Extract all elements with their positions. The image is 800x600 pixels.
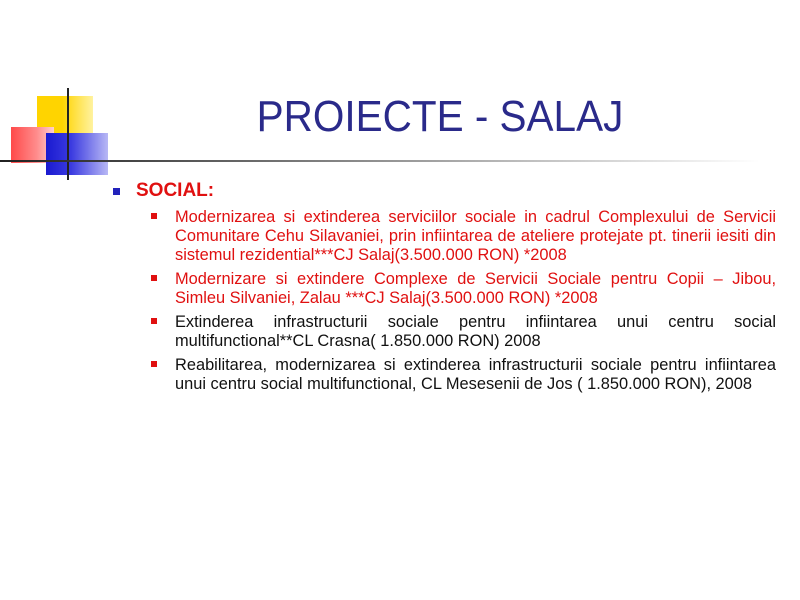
slide-content: [111, 180, 776, 399]
slide-title: PROIECTE - SALAJ: [256, 92, 624, 141]
list-item: [111, 270, 776, 308]
list-item: [111, 208, 776, 265]
title-divider-line: [0, 160, 760, 162]
square-bullet-icon: [151, 318, 157, 324]
blue-square: [46, 133, 108, 175]
list-item-text: Extinderea infrastructurii sociale pentru infiintarea unui centru social multifunctional**CL Crasna( 1.850.000 RON) 2008: [175, 313, 776, 350]
section-heading: [111, 180, 776, 202]
decorative-squares-logo: [0, 0, 110, 180]
section-label: SOCIAL:: [136, 180, 215, 201]
list-item-text: Modernizare si extindere Complexe de Servicii Sociale pentru Copii – Jibou, Simleu Silvaniei, Zalau ***CJ Salaj(3.500.000 RON) *2008: [175, 270, 776, 307]
list-item: [111, 356, 776, 394]
vertical-line: [67, 88, 69, 180]
square-bullet-icon: [151, 361, 157, 367]
list-item-text: Reabilitarea, modernizarea si extinderea infrastructurii sociale pentru infiintarea unui centru social multifunctional, CL Mesesenii de Jos ( 1.850.000 RON), 2008: [175, 356, 776, 393]
list-item: [111, 313, 776, 351]
square-bullet-icon: [151, 213, 157, 219]
square-bullet-icon: [113, 188, 120, 195]
list-item-text: Modernizarea si extinderea serviciilor sociale in cadrul Complexului de Servicii Comunitare Cehu Silavaniei, prin infiintarea de ateliere protejate pt. tinerii iesiti din sistemul rezidential***CJ Salaj(3.500.000 RON) *2008: [175, 208, 776, 264]
square-bullet-icon: [151, 275, 157, 281]
